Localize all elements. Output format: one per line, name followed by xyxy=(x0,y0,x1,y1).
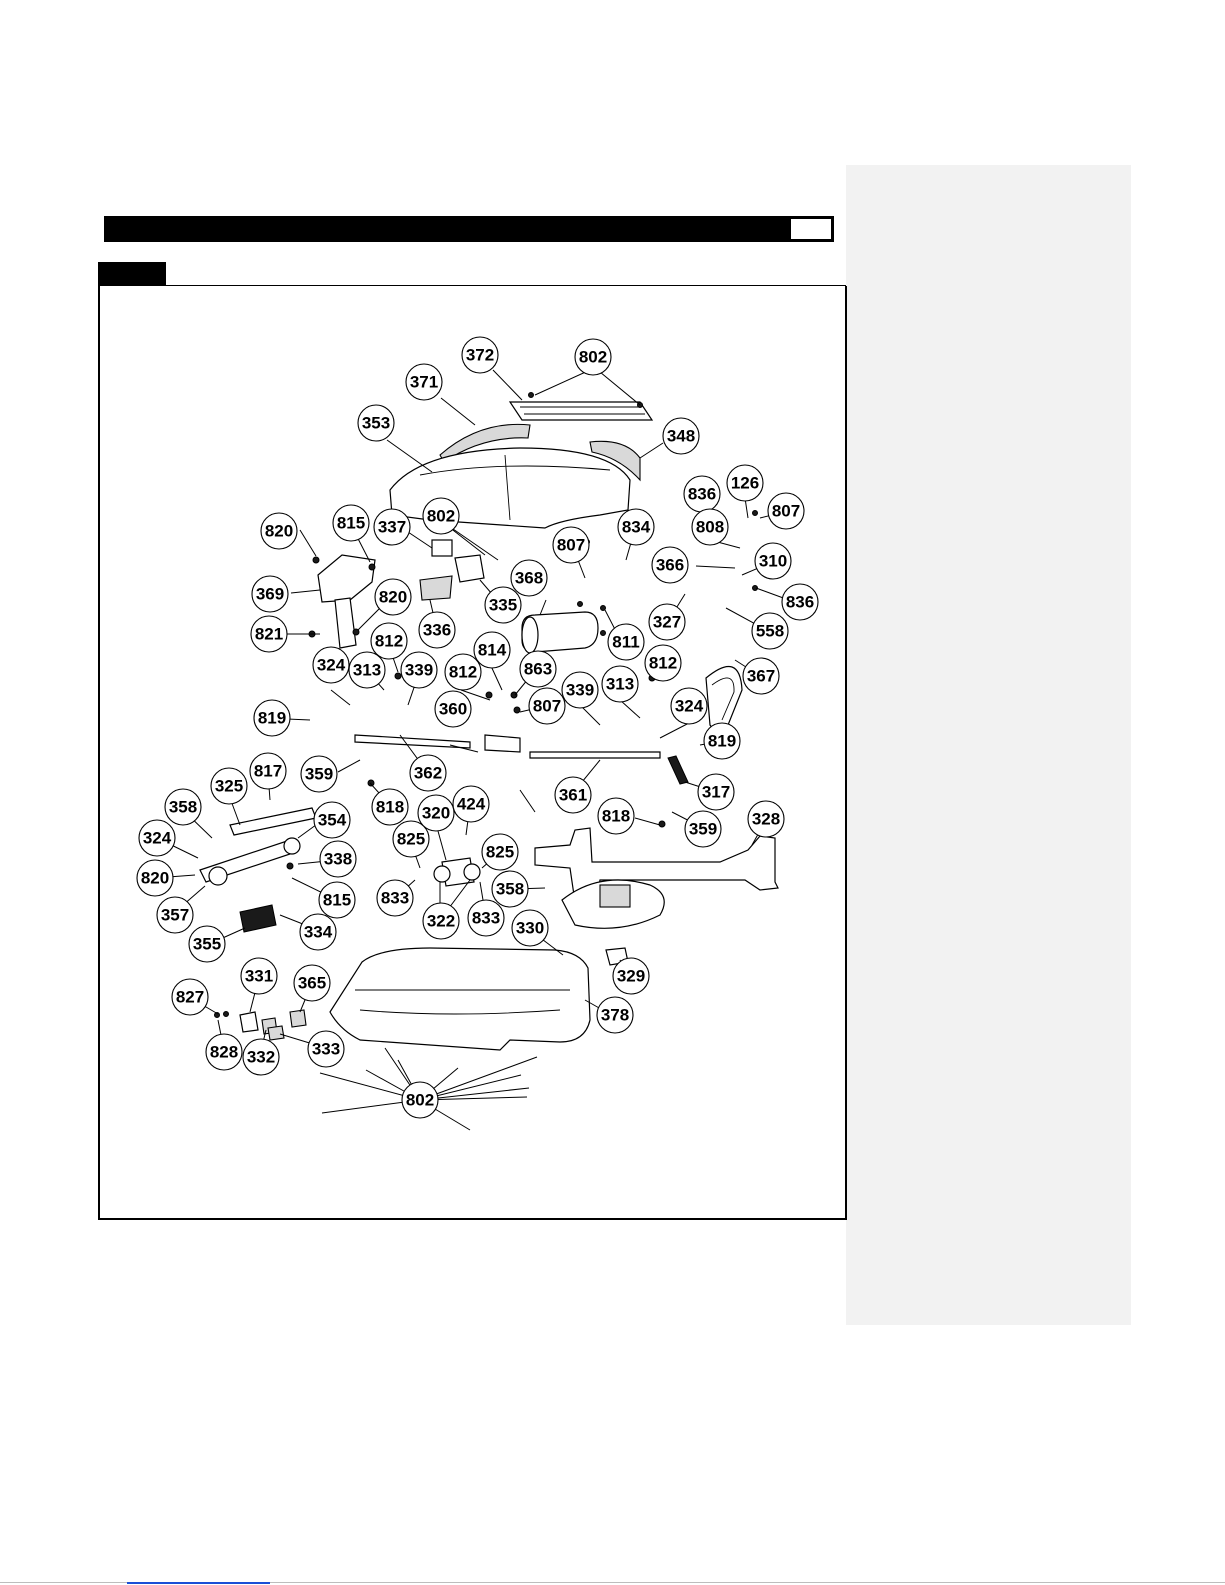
callout-820-b xyxy=(375,579,411,615)
part-365 xyxy=(290,1010,306,1027)
callout-371 xyxy=(406,364,442,400)
svg-text:126: 126 xyxy=(730,473,760,493)
callout-833-a xyxy=(377,880,413,916)
svg-text:815: 815 xyxy=(322,890,352,910)
callout-817 xyxy=(250,753,286,789)
svg-text:330: 330 xyxy=(515,918,545,938)
callout-313-b xyxy=(602,666,638,702)
svg-text:836: 836 xyxy=(687,484,717,504)
svg-text:336: 336 xyxy=(422,620,452,640)
callout-362 xyxy=(410,755,446,791)
callout-558 xyxy=(752,613,788,649)
callout-802-a xyxy=(575,339,611,375)
callout-335 xyxy=(485,587,521,623)
svg-text:802: 802 xyxy=(426,506,456,526)
callout-812-c xyxy=(645,645,681,681)
callout-359-a xyxy=(301,756,337,792)
svg-text:334: 334 xyxy=(303,922,333,942)
callout-360 xyxy=(435,691,471,727)
callout-827 xyxy=(172,979,208,1015)
callout-424 xyxy=(453,786,489,822)
svg-text:324: 324 xyxy=(142,828,172,848)
part-369-motor xyxy=(318,555,375,602)
svg-text:359: 359 xyxy=(688,819,718,839)
svg-text:825: 825 xyxy=(396,829,426,849)
part-378-shroud xyxy=(330,948,590,1050)
callout-322 xyxy=(423,903,459,939)
callout-811 xyxy=(608,624,644,660)
callout-355 xyxy=(189,926,225,962)
svg-text:369: 369 xyxy=(255,584,285,604)
callout-348 xyxy=(663,418,699,454)
svg-text:828: 828 xyxy=(209,1042,239,1062)
callout-818-a xyxy=(372,789,408,825)
svg-text:324: 324 xyxy=(316,655,346,675)
callout-358-a xyxy=(165,789,201,825)
svg-text:365: 365 xyxy=(297,973,327,993)
svg-text:807: 807 xyxy=(771,501,801,521)
callout-825-b xyxy=(482,834,518,870)
svg-text:833: 833 xyxy=(471,908,501,928)
callout-820-a xyxy=(261,513,297,549)
callout-365 xyxy=(294,965,330,1001)
svg-text:819: 819 xyxy=(257,708,287,728)
svg-text:360: 360 xyxy=(438,699,468,719)
callout-833-b xyxy=(468,900,504,936)
part-331 xyxy=(240,1012,258,1032)
callout-313-a xyxy=(349,652,385,688)
callout-807-c xyxy=(529,688,565,724)
callout-824 xyxy=(139,820,175,856)
callout-802-c xyxy=(402,1082,438,1118)
callout-333 xyxy=(308,1031,344,1067)
callout-324-a xyxy=(313,647,349,683)
callout-327 xyxy=(649,604,685,640)
svg-text:372: 372 xyxy=(465,345,495,365)
callout-328 xyxy=(748,801,784,837)
callout-378 xyxy=(597,997,633,1033)
callout-815-b xyxy=(319,882,355,918)
svg-text:358: 358 xyxy=(168,797,198,817)
callout-366 xyxy=(652,547,688,583)
callout-126 xyxy=(727,465,763,501)
callout-361 xyxy=(555,777,591,813)
svg-text:357: 357 xyxy=(160,905,190,925)
part-337 xyxy=(432,540,452,556)
svg-text:863: 863 xyxy=(523,659,553,679)
callout-317 xyxy=(698,774,734,810)
part-335-housing xyxy=(455,555,484,582)
svg-text:819: 819 xyxy=(707,731,737,751)
svg-text:821: 821 xyxy=(254,624,284,644)
callout-354 xyxy=(314,802,350,838)
svg-text:817: 817 xyxy=(253,761,283,781)
part-336-bracket xyxy=(420,576,452,600)
svg-text:367: 367 xyxy=(746,666,776,686)
svg-text:320: 320 xyxy=(421,803,451,823)
svg-text:808: 808 xyxy=(695,517,725,537)
callout-357 xyxy=(157,897,193,933)
svg-text:348: 348 xyxy=(666,426,696,446)
svg-text:333: 333 xyxy=(311,1039,341,1059)
svg-text:353: 353 xyxy=(361,413,391,433)
callout-815-a xyxy=(333,505,369,541)
svg-text:558: 558 xyxy=(755,621,785,641)
callout-330 xyxy=(512,910,548,946)
callout-324-b xyxy=(671,688,707,724)
svg-text:368: 368 xyxy=(514,568,544,588)
svg-text:327: 327 xyxy=(652,612,682,632)
svg-text:812: 812 xyxy=(374,631,404,651)
svg-text:328: 328 xyxy=(751,809,781,829)
svg-text:833: 833 xyxy=(380,888,410,908)
svg-text:820: 820 xyxy=(264,521,294,541)
callout-825-a xyxy=(393,821,429,857)
svg-text:324: 324 xyxy=(674,696,704,716)
svg-text:335: 335 xyxy=(488,595,518,615)
svg-text:331: 331 xyxy=(244,966,274,986)
svg-text:818: 818 xyxy=(601,806,631,826)
svg-text:317: 317 xyxy=(701,782,731,802)
callout-331 xyxy=(241,958,277,994)
callout-332 xyxy=(243,1039,279,1075)
svg-text:359: 359 xyxy=(304,764,334,784)
svg-text:366: 366 xyxy=(655,555,685,575)
svg-text:358: 358 xyxy=(495,879,525,899)
svg-text:310: 310 xyxy=(758,551,788,571)
svg-text:802: 802 xyxy=(578,347,608,367)
callout-329 xyxy=(613,958,649,994)
callout-368 xyxy=(511,560,547,596)
svg-text:313: 313 xyxy=(605,674,635,694)
svg-text:313: 313 xyxy=(352,660,382,680)
callout-802-b xyxy=(423,498,459,534)
svg-text:814: 814 xyxy=(477,640,507,660)
callout-807-b xyxy=(553,527,589,563)
svg-text:815: 815 xyxy=(336,513,366,533)
callout-372 xyxy=(462,337,498,373)
callout-808 xyxy=(692,509,728,545)
part-372-grille xyxy=(510,402,652,420)
callout-358-b xyxy=(492,871,528,907)
svg-text:424: 424 xyxy=(456,794,486,814)
callout-828 xyxy=(206,1034,242,1070)
svg-text:325: 325 xyxy=(214,776,244,796)
part-355 xyxy=(240,905,276,932)
callout-807-a xyxy=(768,493,804,529)
callout-337 xyxy=(374,509,410,545)
svg-text:811: 811 xyxy=(612,632,640,652)
svg-text:825: 825 xyxy=(485,842,515,862)
callout-339-b xyxy=(562,672,598,708)
svg-text:827: 827 xyxy=(175,987,205,1007)
svg-text:339: 339 xyxy=(565,680,595,700)
callout-819-a xyxy=(254,700,290,736)
svg-text:339: 339 xyxy=(404,660,434,680)
callout-836-a xyxy=(684,476,720,512)
svg-text:812: 812 xyxy=(648,653,678,673)
svg-text:332: 332 xyxy=(246,1047,276,1067)
svg-text:836: 836 xyxy=(785,592,815,612)
callout-836-b xyxy=(782,584,818,620)
callout-863-a xyxy=(520,651,556,687)
svg-text:820: 820 xyxy=(140,868,170,888)
svg-text:355: 355 xyxy=(192,934,222,954)
svg-text:354: 354 xyxy=(317,810,347,830)
callout-821 xyxy=(251,616,287,652)
callout-310 xyxy=(755,543,791,579)
svg-text:361: 361 xyxy=(558,785,588,805)
svg-text:378: 378 xyxy=(600,1005,630,1025)
svg-text:802: 802 xyxy=(405,1090,435,1110)
callout-819-b xyxy=(704,723,740,759)
callout-820-c xyxy=(137,860,173,896)
callout-367 xyxy=(743,658,779,694)
callout-812-a xyxy=(371,623,407,659)
callout-353 xyxy=(358,405,394,441)
svg-text:807: 807 xyxy=(556,535,586,555)
part-317-spring xyxy=(668,756,688,784)
callout-814 xyxy=(474,632,510,668)
part-361-shaft xyxy=(530,752,660,758)
callout-834 xyxy=(618,509,654,545)
svg-text:807: 807 xyxy=(532,696,562,716)
svg-text:338: 338 xyxy=(323,849,353,869)
svg-text:820: 820 xyxy=(378,587,408,607)
svg-text:337: 337 xyxy=(377,517,407,537)
callout-339-a xyxy=(401,652,437,688)
part-325-tube xyxy=(230,808,316,835)
part-333 xyxy=(268,1026,284,1040)
callout-334 xyxy=(300,914,336,950)
callout-818-b xyxy=(598,798,634,834)
callout-812-b xyxy=(445,654,481,690)
part-360-plate xyxy=(485,735,520,752)
svg-text:362: 362 xyxy=(413,763,443,783)
callout-338 xyxy=(320,841,356,877)
svg-text:818: 818 xyxy=(375,797,405,817)
callout-325 xyxy=(211,768,247,804)
callout-369 xyxy=(252,576,288,612)
svg-text:329: 329 xyxy=(616,966,646,986)
callout-359-b xyxy=(685,811,721,847)
svg-text:812: 812 xyxy=(448,662,478,682)
svg-text:834: 834 xyxy=(621,517,651,537)
callout-336 xyxy=(419,612,455,648)
svg-text:322: 322 xyxy=(426,911,456,931)
svg-text:371: 371 xyxy=(409,372,439,392)
